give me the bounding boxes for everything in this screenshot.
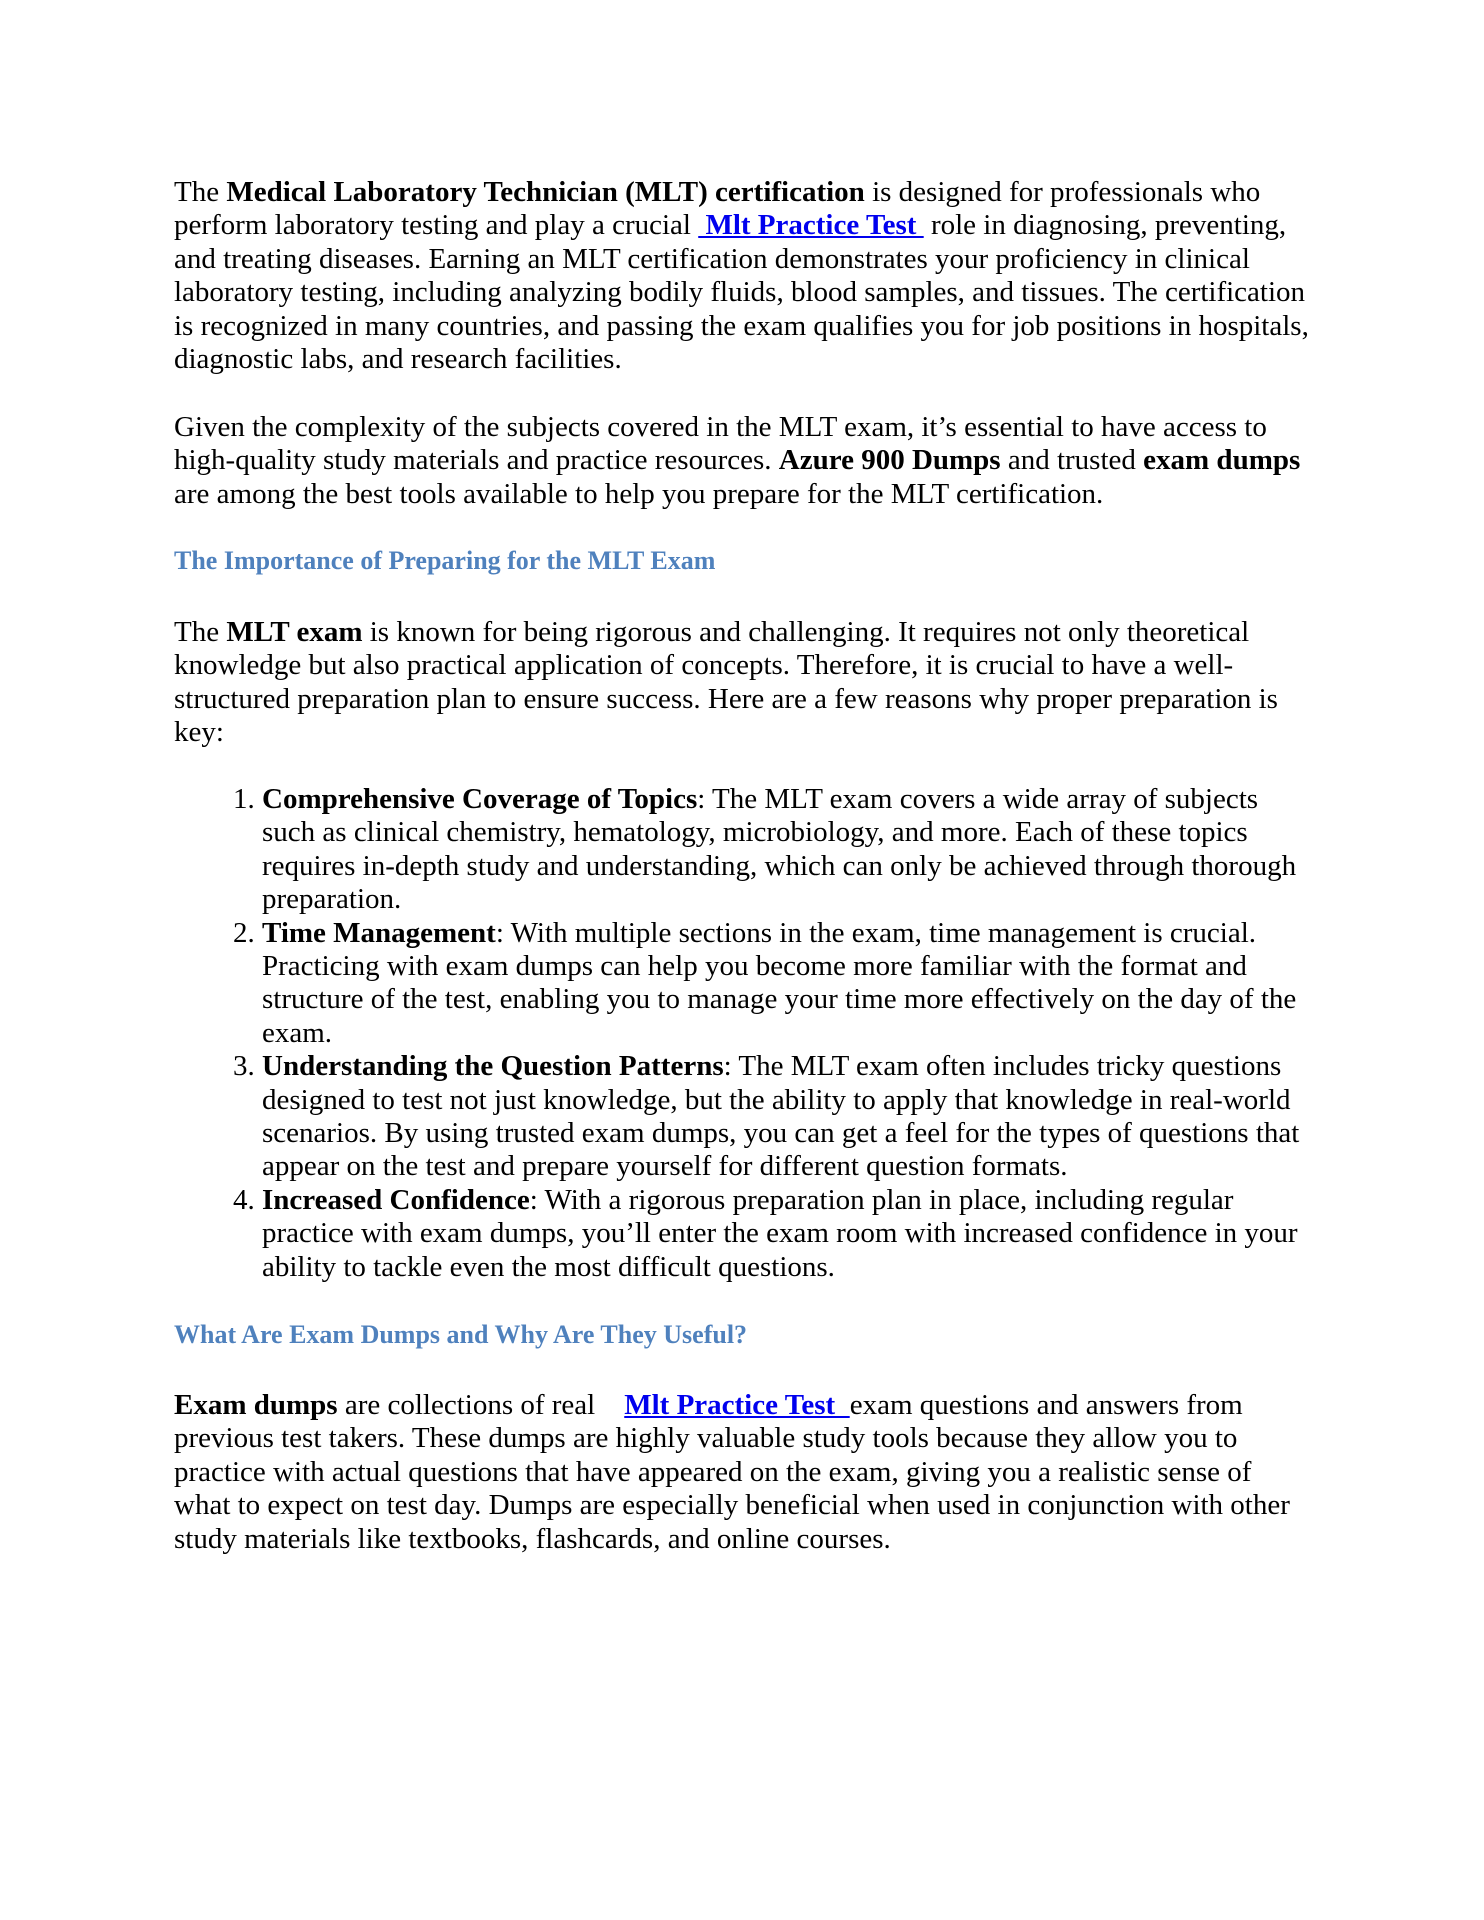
list-item bbox=[262, 1184, 1314, 1284]
text: are collections of real bbox=[337, 1389, 625, 1421]
list-item-text: : With a rigorous preparation plan in place, including regular practice with exam dumps, you’ll enter the exam room with increased confidence in your ability to tackle even the most difficult questions. bbox=[262, 1183, 1298, 1283]
list-item-title: Comprehensive Coverage of Topics bbox=[262, 783, 698, 815]
intro-paragraph bbox=[174, 176, 1314, 376]
resources-paragraph bbox=[174, 411, 1314, 511]
text: exam questions and answers from previous test takers. These dumps are highly valuable study tools because they allow you to practice with actual questions that have appeared on the exam, giving you a realistic sense of what to expect on test day. Dumps are especially beneficial when used in conjunction with other study materials like textbooks, flashcards, and online courses. bbox=[174, 1389, 1290, 1555]
text: and trusted bbox=[1000, 444, 1144, 477]
text: Given the complexity of the subjects covered in the MLT exam, it’s essential to have access to high-quality study materials and practice resources. bbox=[174, 411, 1267, 477]
text: The bbox=[174, 616, 227, 648]
text: is designed for professionals who perform laboratory testing and play a crucial bbox=[174, 176, 1261, 242]
bold-text: MLT exam bbox=[226, 616, 363, 648]
bold-text: Medical Laboratory Technician (MLT) certification bbox=[226, 176, 865, 208]
bold-text: exam dumps bbox=[1143, 444, 1301, 477]
section-heading-importance: The Importance of Preparing for the MLT Exam bbox=[174, 546, 716, 575]
text: are among the best tools available to help you prepare for the MLT certification. bbox=[174, 477, 1104, 510]
list-item-text: : With multiple sections in the exam, time management is crucial. Practicing with exam dumps can help you become more familiar with the format and structure of the test, enabling you to manage your time more effectively on the day of the exam. bbox=[262, 916, 1297, 1049]
list-item-title: Time Management bbox=[262, 916, 496, 949]
list-item bbox=[262, 783, 1314, 917]
bold-text: Exam dumps bbox=[174, 1389, 338, 1421]
list-item-title: Increased Confidence bbox=[262, 1183, 530, 1216]
list-item-text: : The MLT exam often includes tricky questions designed to test not just knowledge, but the ability to apply that knowledge in real-world scenarios. By using trusted exam dumps, you can get a feel for the types of questions that appear on the test and prepare yourself for different question formats. bbox=[262, 1050, 1300, 1183]
text: The bbox=[174, 176, 227, 208]
section-heading-exam-dumps: What Are Exam Dumps and Why Are They Useful? bbox=[174, 1320, 748, 1349]
text: role in diagnosing, preventing, and treating diseases. Earning an MLT certification demonstrates your proficiency in clinical laboratory testing, including analyzing bodily fluids, blood samples, and tissues. The certification is recognized in many countries, and passing the exam qualifies you for job positions in hospitals, diagnostic labs, and research facilities. bbox=[174, 209, 1309, 376]
list-item bbox=[262, 1050, 1314, 1184]
list-item-text: : The MLT exam covers a wide array of subjects such as clinical chemistry, hematology, microbiology, and more. Each of these topics requires in-depth study and understanding, which can only be achieved through thorough preparation. bbox=[262, 783, 1297, 916]
text: is known for being rigorous and challenging. It requires not only theoretical knowledge but also practical application of concepts. Therefore, it is crucial to have a well-structured preparation plan to ensure success. Here are a few reasons why proper preparation is key: bbox=[174, 616, 1278, 749]
reasons-list bbox=[174, 783, 1314, 1284]
mlt-practice-test-link[interactable]: Mlt Practice Test bbox=[624, 1389, 850, 1421]
list-item bbox=[262, 917, 1314, 1051]
exam-dumps-paragraph bbox=[174, 1389, 1314, 1556]
mlt-exam-paragraph bbox=[174, 616, 1314, 750]
bold-text: Azure 900 Dumps bbox=[778, 444, 1001, 477]
mlt-practice-test-link[interactable]: Mlt Practice Test bbox=[698, 209, 924, 242]
list-item-title: Understanding the Question Patterns bbox=[262, 1050, 724, 1083]
